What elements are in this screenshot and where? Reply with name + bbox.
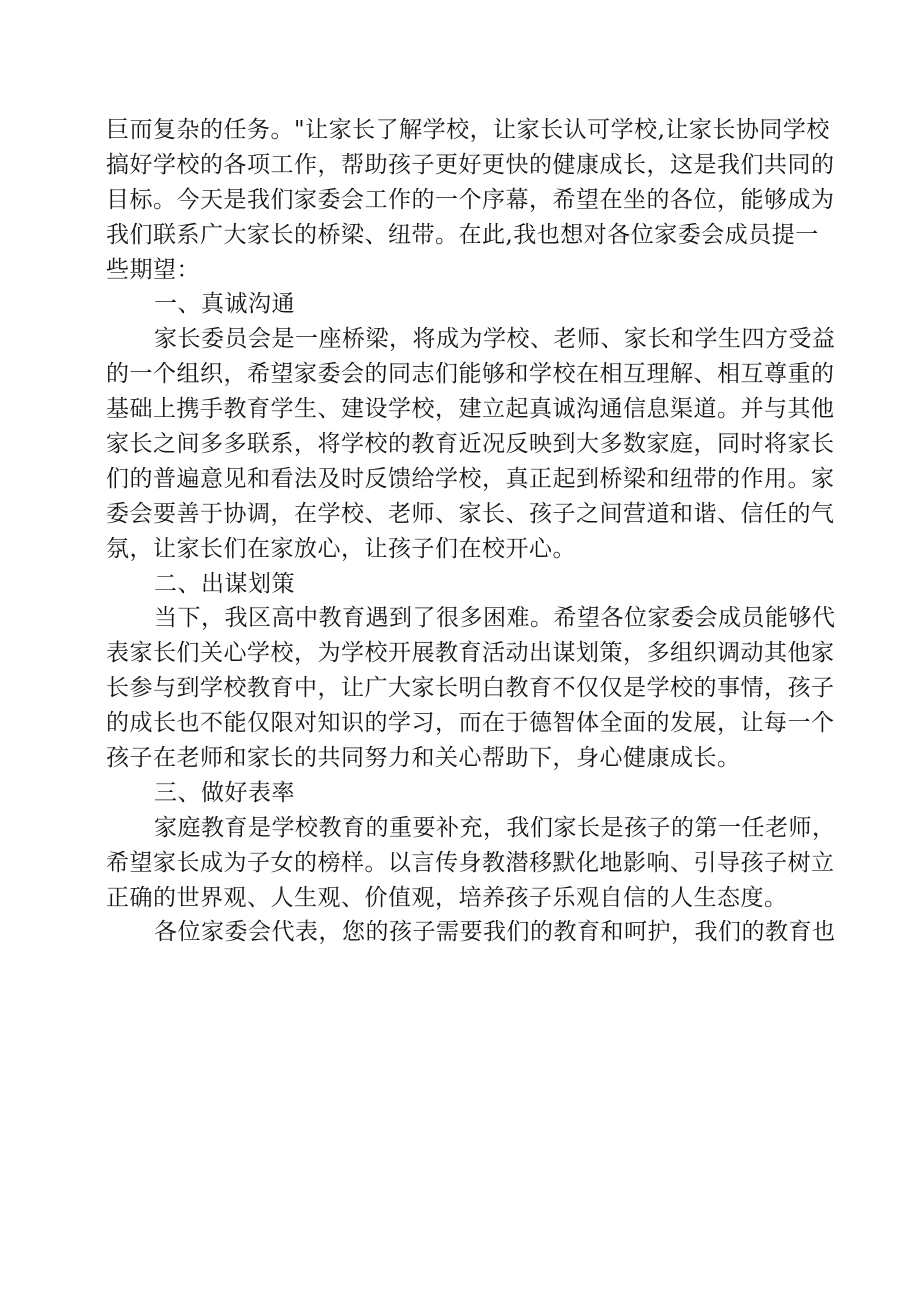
- text-line: 各位家委会代表，您的孩子需要我们的教育和呵护，我们的教育也: [154, 919, 836, 946]
- text-line: 基础上携手教育学生、建设学校，建立起真诚沟通信息渠道。并与其他: [106, 396, 835, 423]
- text-line: 的成长也不能仅限对知识的学习，而在于德智体全面的发展，让每一个: [106, 710, 835, 737]
- text-line: 些期望：: [106, 256, 200, 283]
- text-line: 氛，让家长们在家放心，让孩子们在校开心。: [106, 535, 576, 562]
- text-line: 的一个组织，希望家委会的同志们能够和学校在相互理解、相互尊重的: [106, 361, 835, 388]
- text-line: 巨而复杂的任务。"让家长了解学校，让家长认可学校,让家长协同学校: [106, 117, 830, 143]
- text-line: 们的普遍意见和看法及时反馈给学校，真正起到桥梁和纽带的作用。家: [106, 465, 835, 492]
- text-line: 长参与到学校教育中，让广大家长明白教育不仅仅是学校的事情，孩子: [106, 675, 835, 702]
- document-body: [106, 113, 836, 950]
- text-line: 家长之间多多联系，将学校的教育近况反映到大多数家庭，同时将家长: [106, 431, 835, 458]
- text-line: 搞好学校的各项工作，帮助孩子更好更快的健康成长，这是我们共同的: [106, 151, 835, 178]
- text-line: 孩子在老师和家长的共同努力和关心帮助下，身心健康成长。: [106, 745, 741, 772]
- text-line: 家长委员会是一座桥梁，将成为学校、老师、家长和学生四方受益: [154, 326, 836, 353]
- text-line: 希望家长成为子女的榜样。以言传身教潜移默化地影响、引导孩子树立: [106, 849, 835, 876]
- section-heading: 三、做好表率: [154, 779, 295, 806]
- text-line: 目标。今天是我们家委会工作的一个序幕，希望在坐的各位，能够成为: [106, 186, 835, 213]
- text-line: 我们联系广大家长的桥梁、纽带。在此,我也想对各位家委会成员提一: [106, 221, 819, 248]
- section-heading: 二、出谋划策: [154, 570, 295, 597]
- text-line: 家庭教育是学校教育的重要补充，我们家长是孩子的第一任老师，: [154, 814, 836, 841]
- text-line: 当下，我区高中教育遇到了很多困难。希望各位家委会成员能够代: [154, 605, 836, 632]
- text-line: 表家长们关心学校，为学校开展教育活动出谋划策，多组织调动其他家: [106, 640, 835, 667]
- section-heading: 一、真诚沟通: [154, 291, 295, 318]
- text-line: 正确的世界观、人生观、价值观，培养孩子乐观自信的人生态度。: [106, 884, 788, 911]
- text-line: 委会要善于协调，在学校、老师、家长、孩子之间营道和谐、信任的气: [106, 500, 835, 527]
